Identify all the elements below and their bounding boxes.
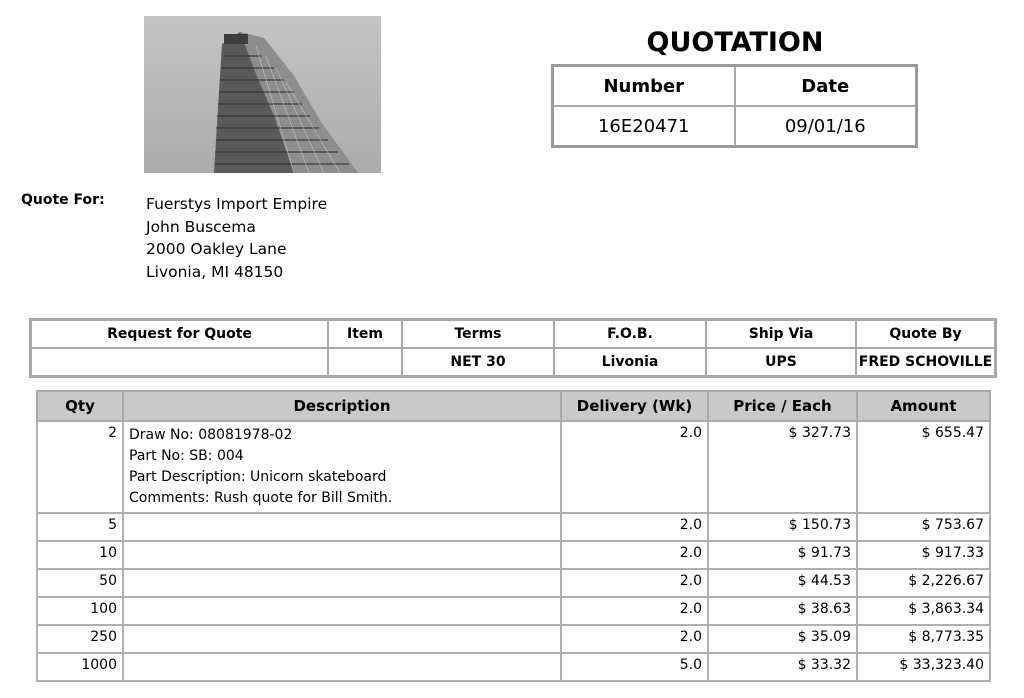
delivery-cell: 2.0 bbox=[561, 569, 708, 597]
qty-header: Qty bbox=[37, 391, 123, 421]
date-header: Date bbox=[735, 66, 917, 107]
delivery-cell: 2.0 bbox=[561, 625, 708, 653]
table-row bbox=[37, 421, 990, 513]
description-header: Description bbox=[123, 391, 561, 421]
customer-city: Livonia, MI 48150 bbox=[146, 262, 284, 281]
building-image bbox=[144, 16, 381, 173]
description-cell bbox=[123, 513, 561, 541]
quote-number: 16E20471 bbox=[553, 106, 735, 147]
quote-by-header: Quote By bbox=[856, 320, 996, 349]
description-cell bbox=[123, 541, 561, 569]
description-cell bbox=[123, 653, 561, 681]
delivery-cell: 2.0 bbox=[561, 513, 708, 541]
qty-cell: 1000 bbox=[37, 653, 123, 681]
delivery-cell: 2.0 bbox=[561, 421, 708, 513]
customer-company: Fuerstys Import Empire bbox=[146, 195, 328, 213]
price-cell: $ 35.09 bbox=[708, 625, 857, 653]
qty-cell: 2 bbox=[37, 421, 123, 513]
quote-by-value: FRED SCHOVILLE bbox=[856, 348, 996, 377]
delivery-cell: 2.0 bbox=[561, 541, 708, 569]
qty-cell: 100 bbox=[37, 597, 123, 625]
qty-cell: 5 bbox=[37, 513, 123, 541]
item-header: Item bbox=[328, 320, 402, 349]
description-cell bbox=[123, 421, 561, 513]
table-row bbox=[37, 569, 990, 597]
quote-for-address bbox=[146, 193, 327, 283]
table-row bbox=[37, 597, 990, 625]
description-cell bbox=[123, 625, 561, 653]
amount-cell: $ 753.67 bbox=[857, 513, 990, 541]
amount-cell: $ 33,323.40 bbox=[857, 653, 990, 681]
price-cell: $ 33.32 bbox=[708, 653, 857, 681]
table-row bbox=[37, 541, 990, 569]
price-cell: $ 44.53 bbox=[708, 569, 857, 597]
amount-cell: $ 917.33 bbox=[857, 541, 990, 569]
qty-cell: 250 bbox=[37, 625, 123, 653]
building-photo bbox=[144, 16, 381, 173]
line-items-table bbox=[36, 390, 991, 682]
rfq-value bbox=[31, 348, 329, 377]
customer-street: 2000 Oakley Lane bbox=[146, 240, 287, 258]
table-row bbox=[37, 625, 990, 653]
part-description: Part Description: Unicorn skateboard bbox=[129, 469, 387, 485]
fob-value: Livonia bbox=[554, 348, 706, 377]
amount-header: Amount bbox=[857, 391, 990, 421]
number-date-table bbox=[551, 64, 918, 148]
price-cell: $ 91.73 bbox=[708, 541, 857, 569]
price-header: Price / Each bbox=[708, 391, 857, 421]
amount-cell: $ 2,226.67 bbox=[857, 569, 990, 597]
description-cell bbox=[123, 569, 561, 597]
quote-date: 09/01/16 bbox=[735, 106, 917, 147]
price-cell: $ 150.73 bbox=[708, 513, 857, 541]
delivery-header: Delivery (Wk) bbox=[561, 391, 708, 421]
terms-header: Terms bbox=[402, 320, 554, 349]
ship-via-header: Ship Via bbox=[706, 320, 856, 349]
comments: Comments: Rush quote for Bill Smith. bbox=[129, 490, 393, 506]
amount-cell: $ 655.47 bbox=[857, 421, 990, 513]
terms-table bbox=[29, 318, 997, 378]
delivery-cell: 2.0 bbox=[561, 597, 708, 625]
qty-cell: 10 bbox=[37, 541, 123, 569]
quote-for-label: Quote For: bbox=[21, 192, 105, 208]
ship-via-value: UPS bbox=[706, 348, 856, 377]
amount-cell: $ 8,773.35 bbox=[857, 625, 990, 653]
price-cell: $ 38.63 bbox=[708, 597, 857, 625]
draw-no: Draw No: 08081978-02 bbox=[129, 427, 293, 443]
item-value bbox=[328, 348, 402, 377]
rfq-header: Request for Quote bbox=[31, 320, 329, 349]
delivery-cell: 5.0 bbox=[561, 653, 708, 681]
number-header: Number bbox=[553, 66, 735, 107]
part-no: Part No: SB: 004 bbox=[129, 448, 244, 464]
table-row bbox=[37, 513, 990, 541]
table-row bbox=[37, 653, 990, 681]
amount-cell: $ 3,863.34 bbox=[857, 597, 990, 625]
document-title: QUOTATION bbox=[646, 27, 824, 58]
price-cell: $ 327.73 bbox=[708, 421, 857, 513]
description-cell bbox=[123, 597, 561, 625]
fob-header: F.O.B. bbox=[554, 320, 706, 349]
terms-value: NET 30 bbox=[402, 348, 554, 377]
qty-cell: 50 bbox=[37, 569, 123, 597]
customer-contact: John Buscema bbox=[146, 217, 256, 236]
